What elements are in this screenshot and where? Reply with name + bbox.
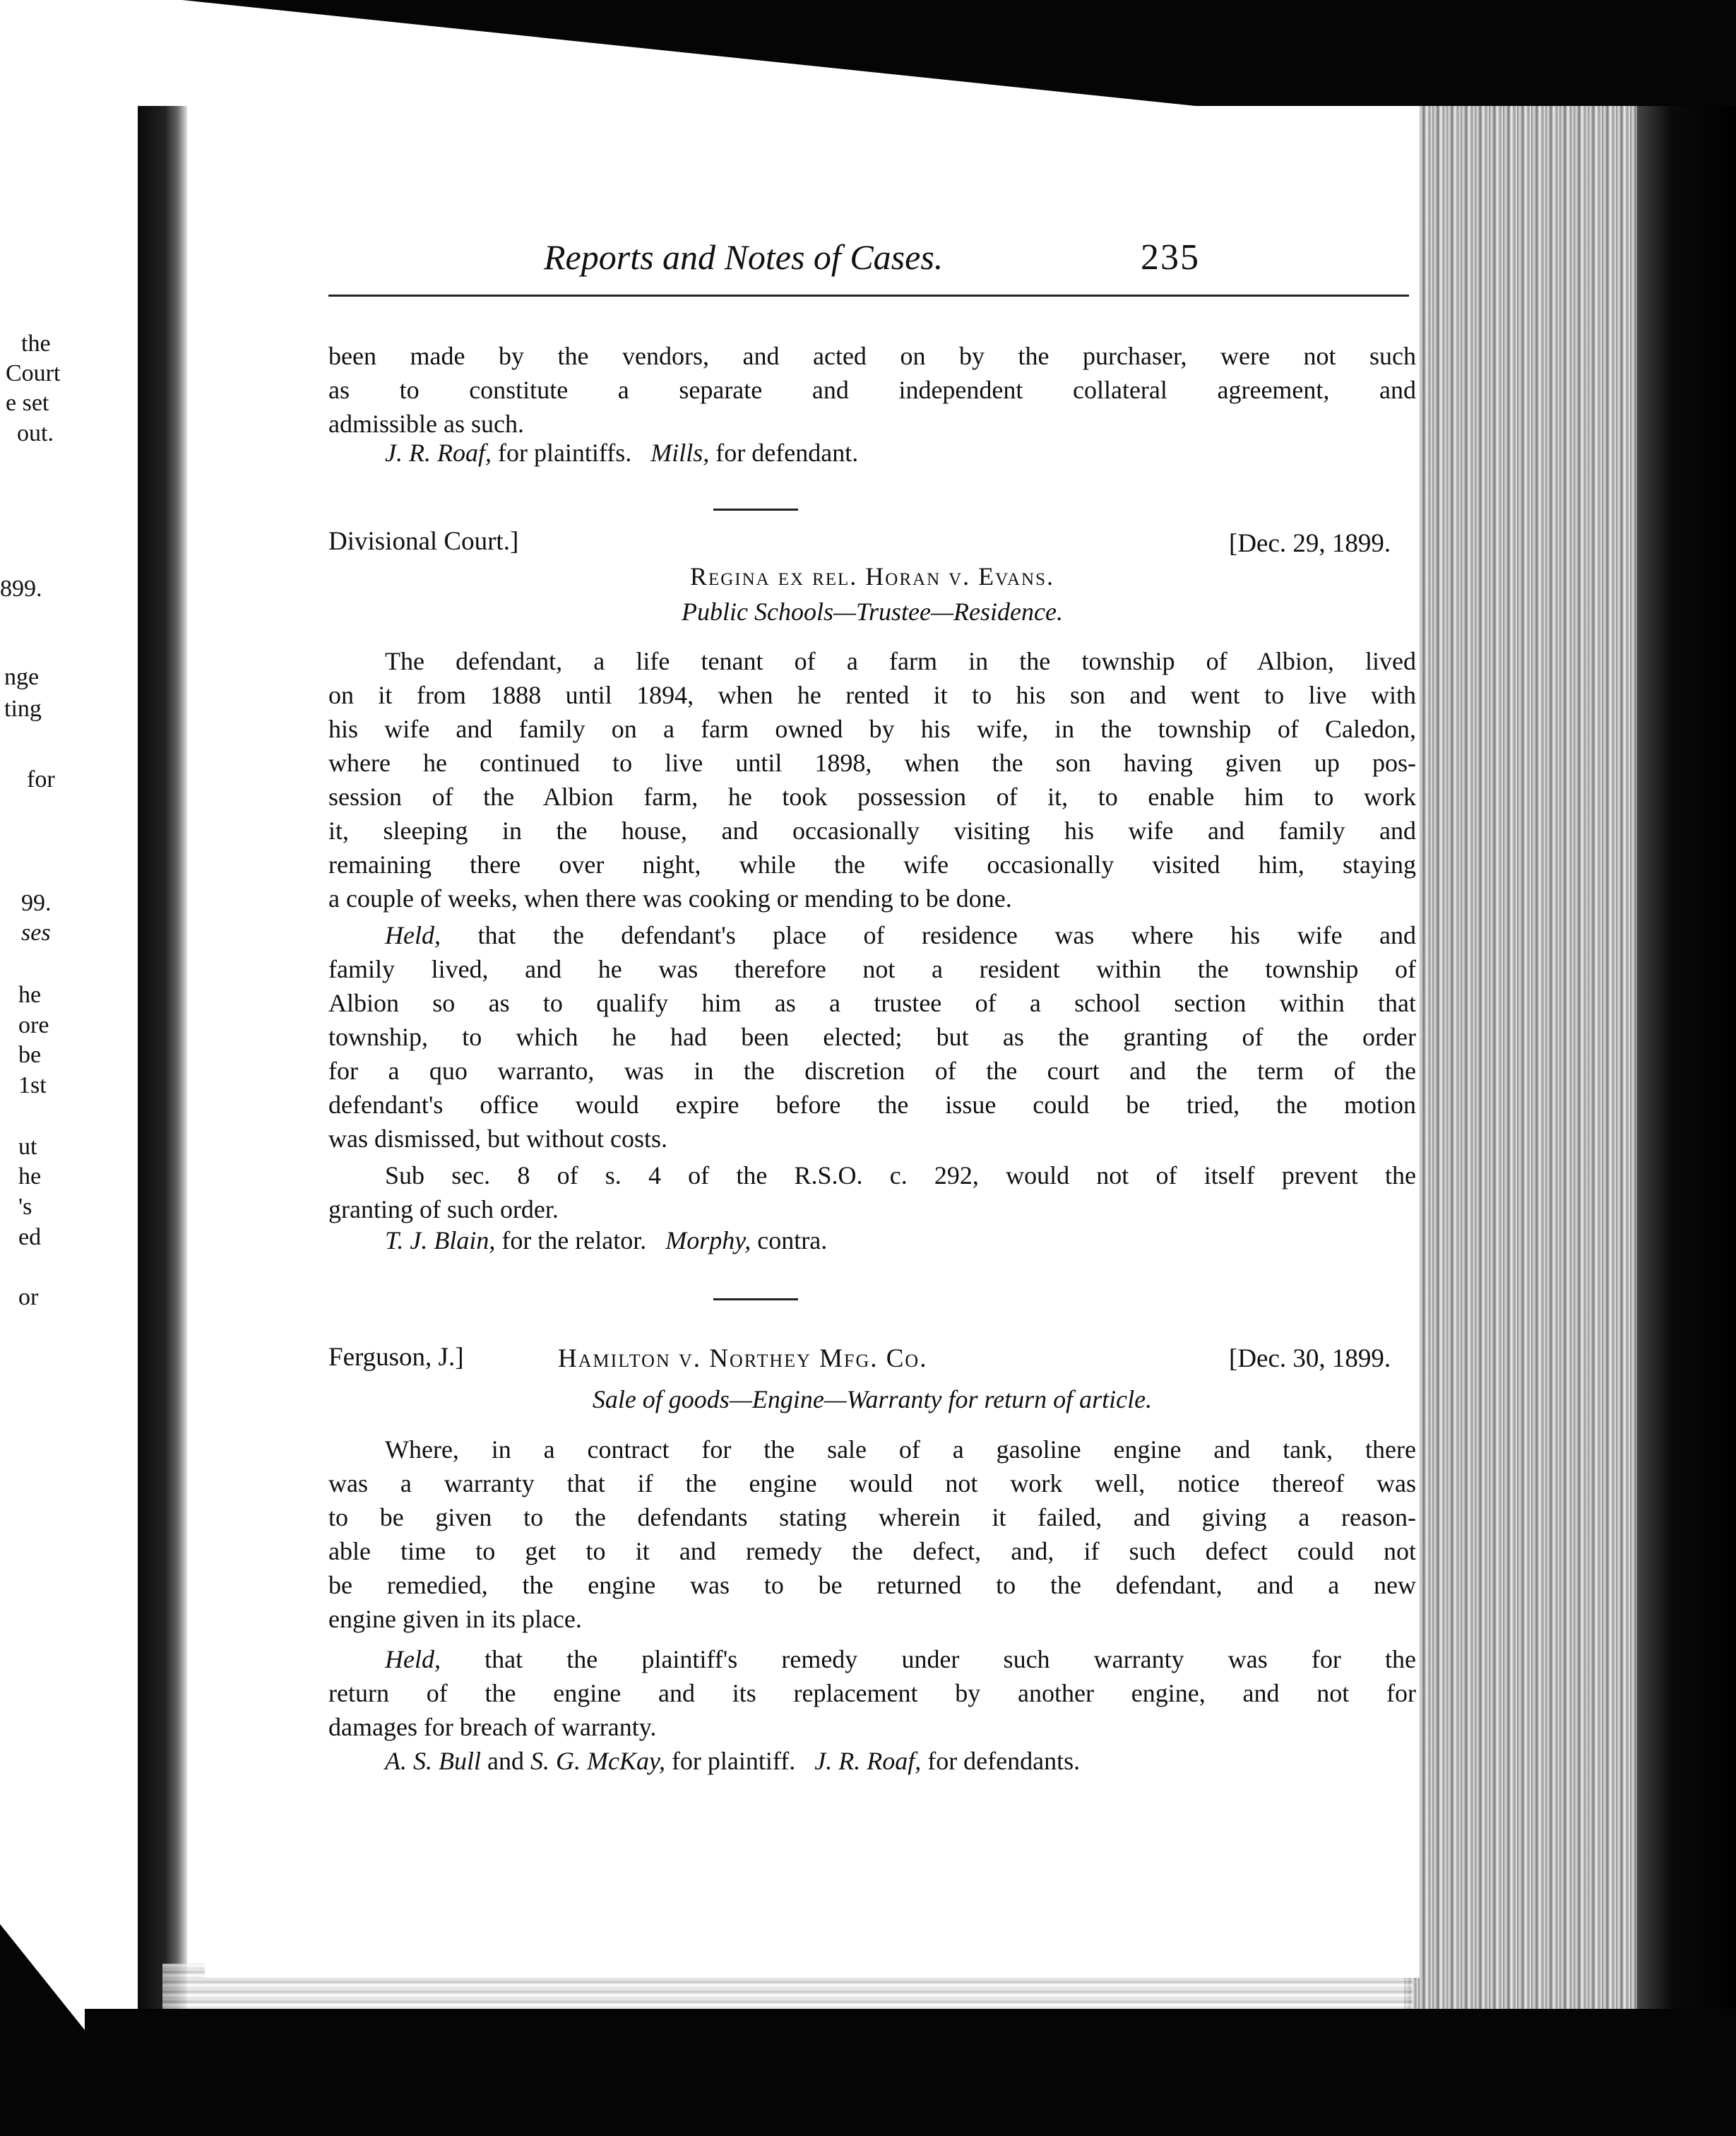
case1-counsel: [385, 438, 858, 468]
text-line: to be given to the defendants stating wherein it failed, and giving a reason-: [328, 1503, 1416, 1531]
counsel-name: Morphy,: [665, 1226, 751, 1254]
text-line: his wife and family on a farm owned by his wife, in the township of Caledon,: [328, 715, 1416, 743]
text-line-rest: that the plaintiff's remedy under such warranty was for the: [484, 1645, 1416, 1673]
facing-fragment: 899.: [0, 576, 42, 602]
facing-fragment: be: [18, 1042, 42, 1068]
facing-fragment: 's: [18, 1194, 32, 1220]
counsel-role: for defendant.: [715, 439, 859, 467]
text-line: on it from 1888 until 1894, when he rented it to his son and went to live with: [328, 681, 1416, 709]
counsel-name: T. J. Blain,: [385, 1226, 496, 1254]
case3-held: [328, 1642, 1416, 1744]
text-line: able time to get to it and remedy the defect, and, if such defect could not: [328, 1537, 1416, 1565]
text-line: granting of such order.: [328, 1195, 559, 1223]
facing-fragment: ting: [4, 696, 42, 722]
facing-fragment: ed: [18, 1224, 42, 1250]
text-line: session of the Albion farm, he took possession of it, to enable him to work: [328, 783, 1416, 811]
counsel-role: contra.: [757, 1226, 828, 1254]
case2-subject: Public Schools—Trustee—Residence.: [682, 598, 1063, 626]
text-line: engine given in its place.: [328, 1605, 582, 1633]
text-line: remaining there over night, while the wife occasionally visited him, staying: [328, 850, 1416, 879]
facing-fragment: nge: [4, 664, 40, 690]
facing-page-edge: [0, 106, 138, 2048]
case3-facts: [328, 1432, 1416, 1636]
case2-held: [328, 918, 1416, 1156]
facing-fragment: ore: [18, 1012, 49, 1038]
counsel-name: J. R. Roaf,: [385, 439, 492, 467]
text-line: defendant's office would expire before the issue could be tried, the motion: [328, 1091, 1416, 1119]
text-line: be remedied, the engine was to be returned to the defendant, and a new: [328, 1571, 1416, 1599]
facing-fragment: ses: [21, 920, 51, 946]
text-line: The defendant, a life tenant of a farm in the township of Albion, lived: [385, 647, 1416, 675]
case3-counsel: [385, 1746, 1080, 1776]
text-line: a couple of weeks, when there was cooking or mending to be done.: [328, 884, 1012, 913]
case2-court: Divisional Court.]: [328, 527, 519, 556]
text-line: admissible as such.: [328, 410, 524, 438]
text-line: [328, 1642, 1416, 1676]
case3-court: Ferguson, J.]: [328, 1343, 464, 1372]
text-line-rest: that the defendant's place of residence was where his wife and: [477, 921, 1416, 949]
text-line: damages for breach of warranty.: [328, 1713, 657, 1741]
counsel-name: S. G. McKay,: [530, 1747, 665, 1775]
facing-fragment: he: [18, 982, 42, 1008]
facing-fragment: e set: [6, 390, 49, 416]
counsel-name: A. S. Bull: [385, 1747, 481, 1775]
counsel-name: J. R. Roaf,: [814, 1747, 922, 1775]
text-line: where he continued to live until 1898, when the son having given up pos-: [328, 749, 1416, 777]
text-line: as to constitute a separate and independent collateral agreement, and: [328, 376, 1416, 404]
facing-fragment: ut: [18, 1134, 37, 1160]
text-line: Where, in a contract for the sale of a gasoline engine and tank, there: [385, 1435, 1416, 1464]
case3-date: [Dec. 30, 1899.: [1229, 1344, 1391, 1373]
book-page: [205, 106, 1420, 1978]
facing-fragment: he: [18, 1163, 42, 1189]
text-line: was dismissed, but without costs.: [328, 1125, 668, 1153]
counsel-role: for the relator.: [501, 1226, 647, 1254]
section-divider: [713, 509, 798, 511]
case3-subject: Sale of goods—Engine—Warranty for return of article.: [592, 1385, 1153, 1413]
case2-date: [Dec. 29, 1899.: [1229, 529, 1391, 558]
counsel-role: for defendants.: [927, 1747, 1081, 1775]
text-line: family lived, and he was therefore not a resident within the township of: [328, 955, 1416, 983]
counsel-and: and: [487, 1747, 524, 1775]
case2-note: [328, 1158, 1416, 1226]
page-number: 235: [1141, 237, 1200, 278]
facing-fragment: or: [18, 1284, 39, 1310]
case2-counsel: [385, 1226, 827, 1255]
case2-title: Regina ex rel. Horan v. Evans.: [689, 562, 1055, 591]
text-line: was a warranty that if the engine would not work well, notice thereof was: [328, 1469, 1416, 1497]
case3-title: Hamilton v. Northey Mfg. Co.: [558, 1344, 928, 1373]
held-word: Held,: [385, 921, 441, 949]
counsel-name: Mills,: [650, 439, 710, 467]
text-line: it, sleeping in the house, and occasionally visiting his wife and family and: [328, 817, 1416, 845]
scan-dark-bottom: [85, 2009, 1736, 2136]
facing-fragment: out.: [17, 420, 54, 446]
text-line: for a quo warranto, was in the discretion of the court and the term of the: [328, 1057, 1416, 1085]
counsel-role: for plaintiff.: [671, 1747, 796, 1775]
held-word: Held,: [385, 1645, 441, 1673]
running-head: Reports and Notes of Cases.: [544, 237, 944, 277]
text-line: been made by the vendors, and acted on by the purchaser, were not such: [328, 342, 1416, 370]
facing-fragment: 99.: [21, 890, 52, 916]
header-rule: [328, 295, 1409, 297]
facing-fragment: 1st: [18, 1072, 47, 1098]
scan-dark-left-corner: [0, 1924, 170, 2136]
text-line: return of the engine and its replacement by another engine, and not for: [328, 1679, 1416, 1707]
book-gutter-shadow: [138, 106, 187, 2048]
text-line: township, to which he had been elected; but as the granting of the order: [328, 1023, 1416, 1051]
section-divider: [713, 1298, 798, 1300]
text-line: [328, 918, 1416, 952]
scan-dark-right: [1637, 106, 1736, 2048]
case1-tail-paragraph: [328, 339, 1416, 441]
text-line: Sub sec. 8 of s. 4 of the R.S.O. c. 292, would not of itself prevent the: [385, 1161, 1416, 1189]
facing-fragment: the: [21, 331, 51, 357]
case2-facts: [328, 644, 1416, 915]
counsel-role: for plaintiffs.: [497, 439, 632, 467]
facing-fragment: for: [27, 766, 55, 793]
facing-fragment: Court: [6, 360, 61, 386]
text-line: Albion so as to qualify him as a trustee of a school section within that: [328, 989, 1416, 1017]
